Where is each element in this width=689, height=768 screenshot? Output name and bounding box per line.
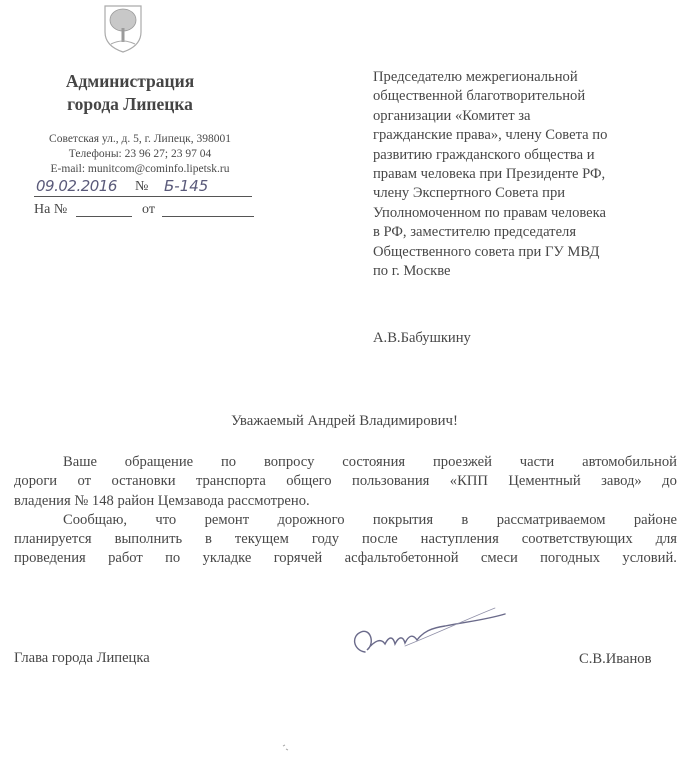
reference-number-label: На № — [34, 202, 68, 217]
body-word: рассматриваемом — [496, 511, 606, 528]
body-word: работ — [108, 550, 143, 567]
body-word: до — [662, 473, 677, 490]
body-word: завод» — [601, 473, 642, 490]
body-word: районе — [633, 511, 677, 528]
organization-address: Советская ул., д. 5, г. Липецк, 398001 — [49, 133, 231, 145]
addressee-line: организации «Комитет за — [373, 107, 531, 124]
body-word: что — [155, 511, 177, 528]
body-word: обращение — [124, 454, 194, 470]
addressee-line: Общественного совета при ГУ МВД — [373, 243, 600, 260]
body-word: наступления — [420, 531, 499, 548]
body-word: проезжей — [432, 454, 492, 470]
body-word: «КПП — [449, 473, 488, 490]
addressee-block — [373, 68, 683, 281]
scan-speck — [282, 744, 290, 752]
body-word: Сообщаю, — [63, 511, 128, 528]
body-word: в — [205, 531, 212, 548]
organization-phones: Телефоны: 23 96 27; 23 97 04 — [68, 148, 212, 160]
body-word: условий. — [622, 550, 677, 567]
body-word: остановки — [111, 473, 176, 490]
reference-number-blank — [76, 216, 132, 217]
body-line — [14, 511, 677, 530]
body-word: для — [655, 531, 677, 548]
body-word: Ваше — [63, 454, 97, 470]
body-word: пользования — [352, 473, 430, 490]
body-word: планируется — [14, 531, 92, 548]
organization-title-line2: города Липецка — [67, 94, 193, 114]
body-word: от — [77, 473, 92, 490]
addressee-line: по г. Москве — [373, 263, 451, 280]
body-word: погодных — [540, 550, 601, 567]
reference-line — [34, 202, 258, 222]
addressee-line: в РФ, заместителю председателя — [373, 224, 577, 241]
signatory-name: С.В.Иванов — [579, 651, 652, 667]
registration-date: 09.02.2016 — [36, 177, 117, 195]
addressee-line: гражданские права», члену Совета по — [373, 127, 608, 144]
organization-title — [20, 70, 240, 116]
body-word: дороги — [14, 473, 58, 490]
body-word: автомобильной — [582, 454, 677, 470]
body-word: дорожного — [277, 511, 345, 528]
organization-email: E-mail: munitcom@cominfo.lipetsk.ru — [50, 163, 230, 175]
body-line — [14, 472, 677, 491]
body-word: укладке — [202, 550, 252, 567]
registration-number: Б-145 — [164, 177, 209, 195]
addressee-line: Председателю межрегиональной — [373, 69, 578, 85]
organization-title-line1: Администрация — [65, 71, 195, 91]
body-word: проведения — [14, 550, 86, 567]
letter-body — [14, 453, 677, 569]
body-word: после — [362, 531, 398, 548]
body-word: соответствующих — [521, 531, 633, 548]
addressee-line: Уполномоченном по правам человека — [373, 204, 606, 221]
addressee-line: члену Экспертного Совета при — [373, 185, 566, 202]
addressee-line: развитию гражданского общества и — [373, 146, 595, 163]
registration-number-label: № — [135, 179, 149, 194]
body-line — [14, 530, 677, 549]
body-word: выполнить — [114, 531, 183, 548]
body-word: транспорта — [195, 473, 266, 490]
body-word: смеси — [480, 550, 518, 567]
body-word: по — [220, 454, 237, 470]
addressee-name: А.В.Бабушкину — [373, 330, 471, 346]
registration-line — [34, 177, 254, 199]
body-word: ремонт — [204, 511, 250, 528]
salutation: Уважаемый Андрей Владимирович! — [231, 413, 458, 429]
signatory-title: Глава города Липецка — [14, 650, 150, 666]
body-word: состояния — [342, 454, 406, 470]
body-word: части — [519, 454, 555, 470]
body-word: в — [461, 511, 469, 528]
registration-underline — [34, 196, 252, 197]
body-word: асфальтобетонной — [344, 550, 459, 567]
reference-date-label: от — [142, 202, 155, 217]
handwritten-signature — [345, 600, 535, 670]
body-word: покрытия — [372, 511, 434, 528]
body-line: владения № 148 район Цемзавода рассмотрено. — [14, 492, 310, 509]
addressee-line: общественной благотворительной — [373, 88, 586, 105]
body-word: текущем — [234, 531, 289, 548]
body-word: горячей — [273, 550, 323, 567]
coat-of-arms-emblem — [101, 2, 145, 54]
body-line — [14, 549, 677, 568]
body-word: вопросу — [263, 454, 315, 470]
body-word: году — [311, 531, 340, 548]
body-line — [14, 453, 677, 472]
body-word: по — [165, 550, 181, 567]
reference-date-blank — [162, 216, 254, 217]
addressee-line: правам человека при Президенте РФ, — [373, 166, 606, 183]
organization-contacts — [20, 132, 260, 177]
body-word: Цементный — [508, 473, 581, 490]
body-word: общего — [286, 473, 332, 490]
